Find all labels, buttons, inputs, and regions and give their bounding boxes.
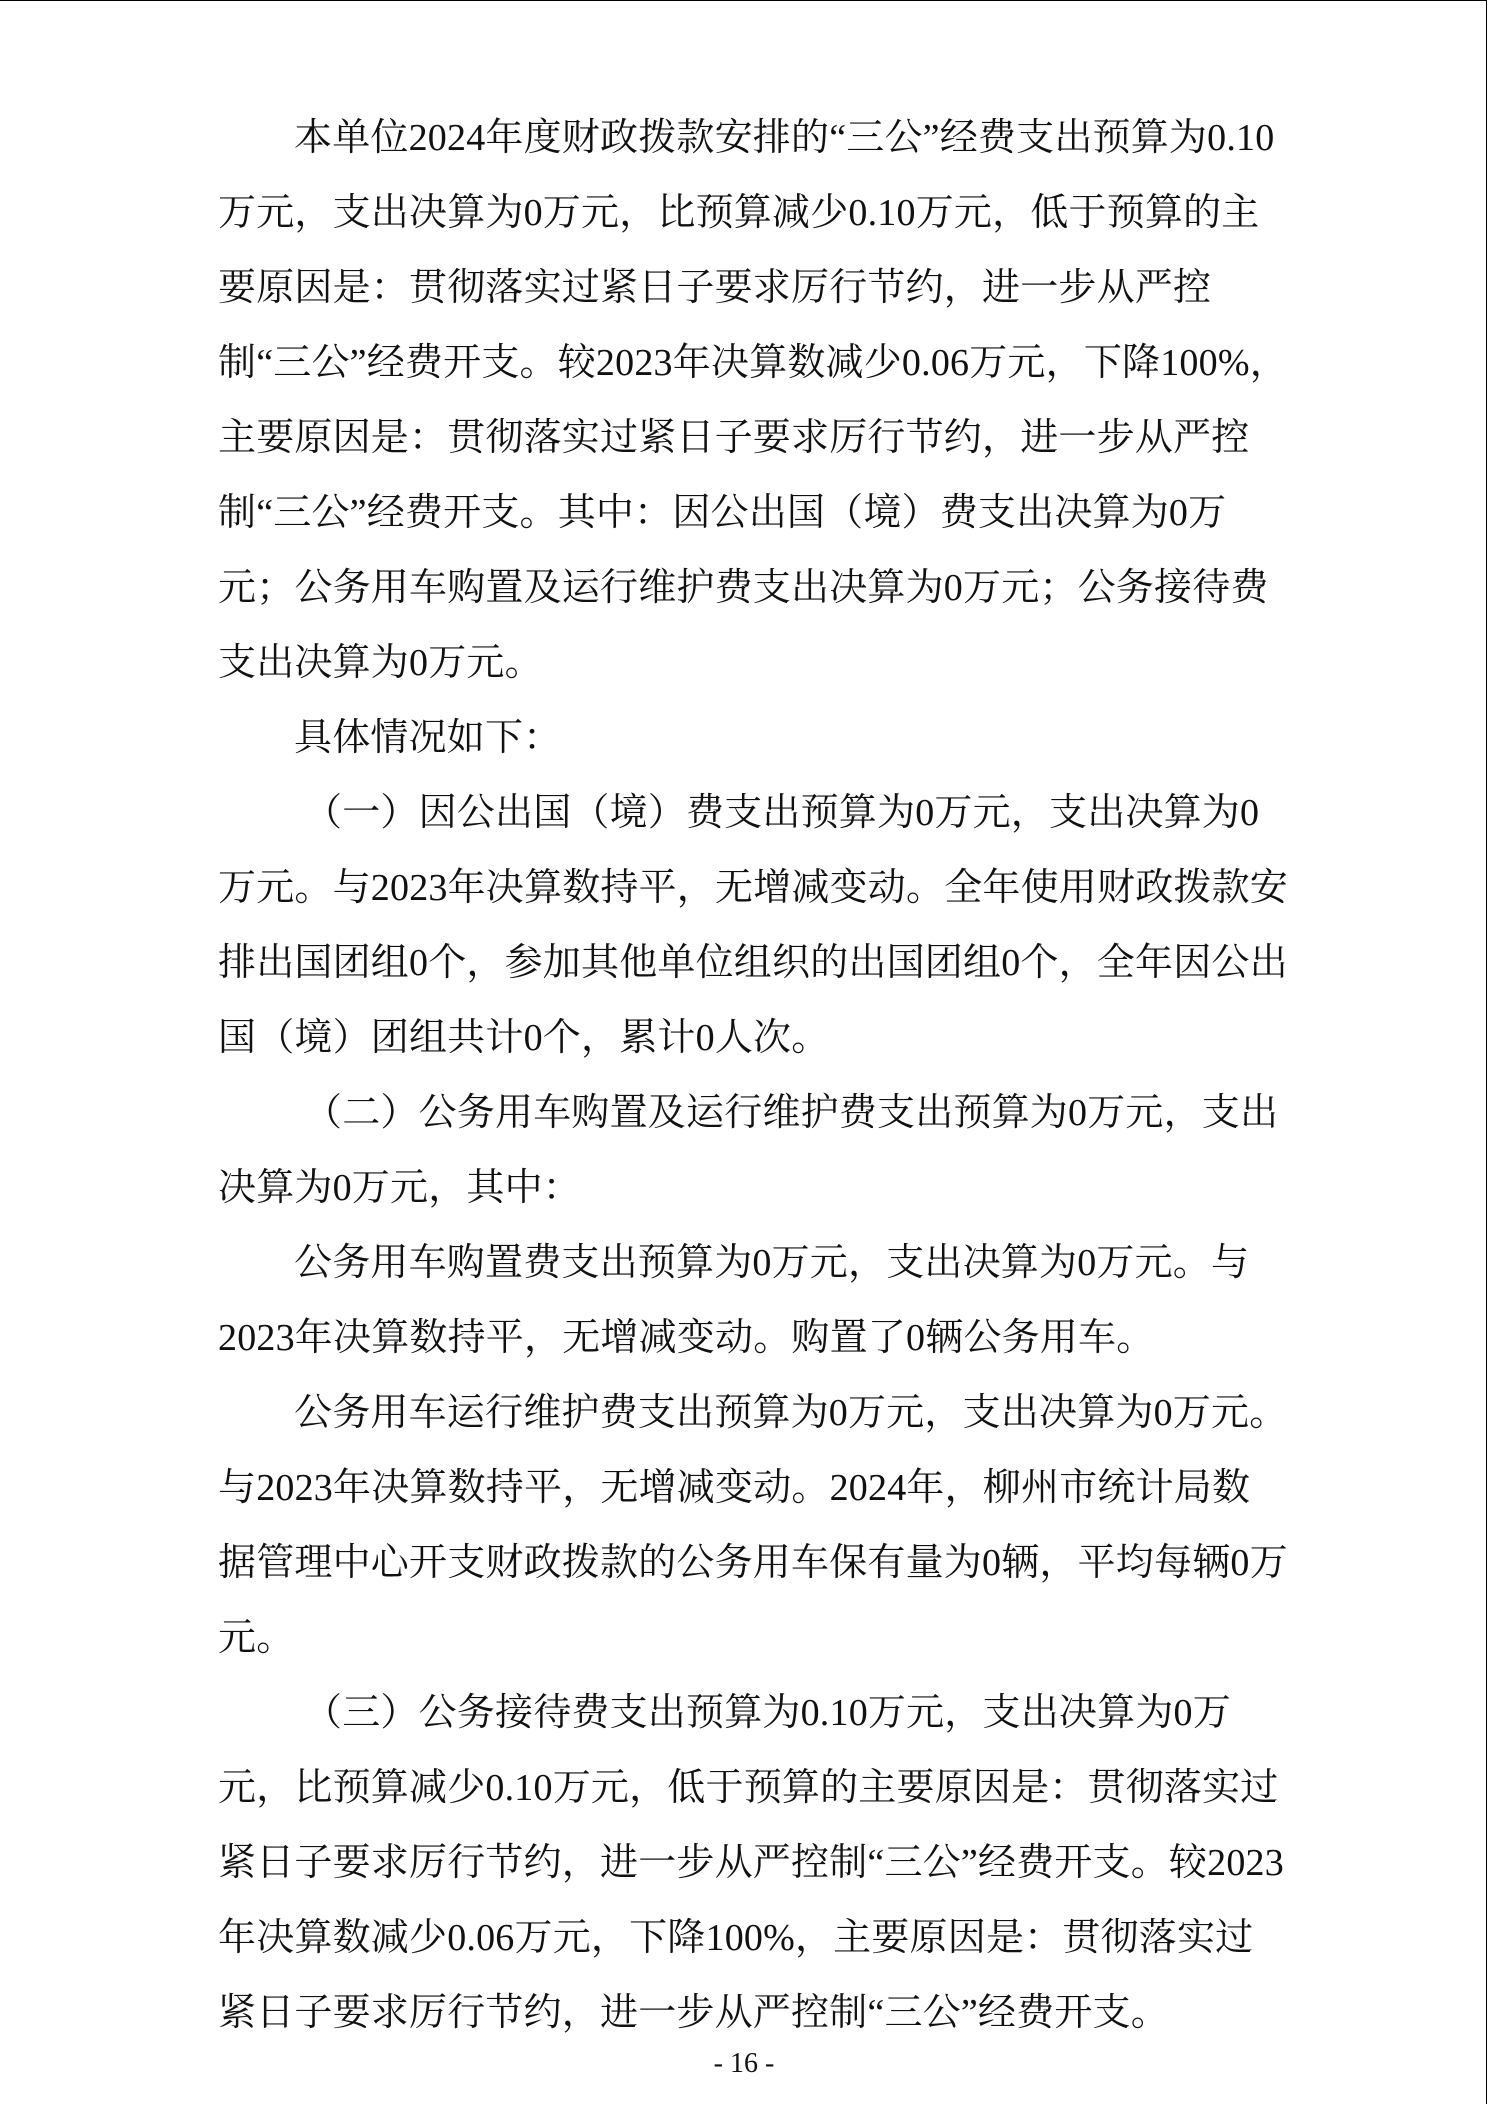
page-number: - 16 - (713, 2048, 775, 2079)
paragraph-vehicle-maintenance: 公务用车运行维护费支出预算为0万元，支出决算为0万元。与2023年决算数持平，无增减变动。2024年，柳州市统计局数据管理中心开支财政拨款的公务用车保有量为0辆，平均每辆0万元。 (218, 1392, 1288, 1659)
section-overseas-travel: （一）因公出国（境）费支出预算为0万元，支出决算为0万元。与2023年决算数持平，无增减变动。全年使用财政拨款安排出国团组0个，参加其他单位组织的出国团组0个，全年因公出国（境）团组共计0个，累计0人次。 (218, 792, 1289, 1059)
paragraph-three-public-summary: 本单位2024年度财政拨款安排的“三公”经费支出预算为0.10万元，支出决算为0万元，比预算减少0.10万元，低于预算的主要原因是：贯彻落实过紧日子要求厉行节约，进一步从严控制“三公”经费开支。较2023年决算数减少0.06万元，下降100%，主要原因是：贯彻落实过紧日子要求厉行节约，进一步从严控制“三公”经费开支。其中：因公出国（境）费支出决算为0万元；公务用车购置及运行维护费支出决算为0万元；公务接待费支出决算为0万元。 (218, 117, 1288, 684)
section-official-reception: （三）公务接待费支出预算为0.10万元，支出决算为0万元，比预算减少0.10万元，低于预算的主要原因是：贯彻落实过紧日子要求厉行节约，进一步从严控制“三公”经费开支。较2023年决算数减少0.06万元，下降100%，主要原因是：贯彻落实过紧日子要求厉行节约，进一步从严控制“三公”经费开支。 (218, 1692, 1284, 2034)
document-body (218, 101, 1288, 2051)
paragraph-details-intro: 具体情况如下： (294, 717, 562, 759)
paragraph-vehicle-purchase: 公务用车购置费支出预算为0万元，支出决算为0万元。与2023年决算数持平，无增减变动。购置了0辆公务用车。 (218, 1242, 1250, 1359)
section-official-vehicles: （二）公务用车购置及运行维护费支出预算为0万元，支出决算为0万元，其中： (218, 1092, 1279, 1209)
